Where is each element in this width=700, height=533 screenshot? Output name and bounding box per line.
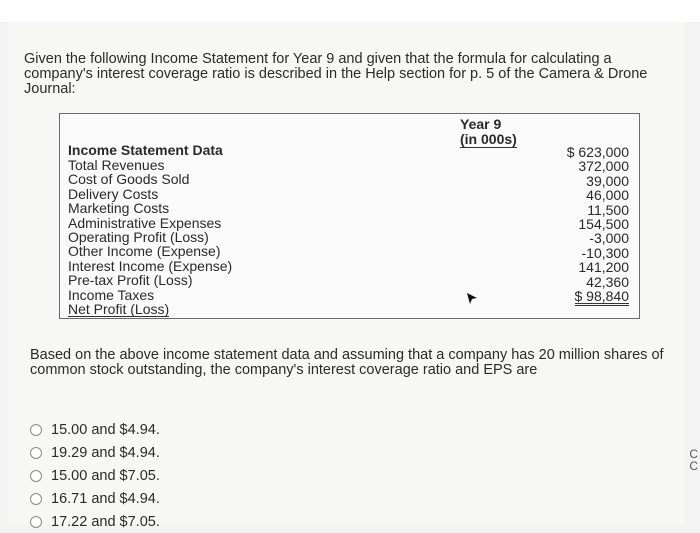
column-header-year: Year 9 [460, 116, 502, 132]
row-value: 46,000 [586, 187, 629, 204]
row-values [509, 145, 629, 306]
radio-button[interactable] [30, 516, 42, 528]
row-label: Other Income (Expense) [68, 243, 221, 260]
mouse-cursor-icon [465, 292, 479, 306]
row-label: Total Revenues [68, 157, 165, 173]
radio-button[interactable] [30, 470, 42, 482]
row-value: -3,000 [589, 230, 629, 247]
answer-option[interactable] [30, 418, 160, 441]
row-value: 42,360 [586, 273, 629, 290]
top-band [0, 0, 700, 22]
row-label: Marketing Costs [68, 200, 170, 217]
row-value: 372,000 [578, 158, 629, 175]
row-label: Income Taxes [68, 286, 155, 303]
row-value: $ 98,840 [575, 289, 630, 306]
answer-option[interactable] [30, 464, 160, 487]
row-value: 154,500 [578, 216, 629, 233]
row-value: $ 623,000 [566, 144, 629, 160]
row-value: 11,500 [587, 201, 629, 218]
column-header-units: (in 000s) [460, 131, 517, 147]
income-statement-table [59, 113, 640, 319]
row-value: 141,200 [578, 259, 629, 276]
row-label: Net Profit (Loss) [68, 301, 170, 318]
answer-option-label: 17.22 and $7.05. [51, 513, 160, 530]
radio-button[interactable] [30, 424, 42, 436]
row-value: -10,300 [581, 244, 629, 261]
edge-marks: C C [689, 447, 698, 473]
answer-option-label: 16.71 and $4.94. [51, 490, 160, 507]
prompt-text: Based on the above income statement data and assuming that a company has 20 million shares of common stock outstanding, the company's interest coverage ratio and EPS are [30, 347, 664, 378]
answer-option[interactable] [30, 487, 160, 510]
row-label: Pre-tax Profit (Loss) [68, 272, 193, 289]
question-page [8, 22, 684, 530]
row-label: Cost of Goods Sold [68, 171, 190, 188]
row-label: Delivery Costs [68, 185, 159, 202]
row-label: Administrative Expenses [68, 214, 222, 231]
radio-button[interactable] [30, 493, 42, 505]
row-value: 39,000 [586, 172, 629, 189]
answer-option[interactable] [30, 441, 160, 464]
column-header [460, 117, 530, 148]
row-label: Operating Profit (Loss) [68, 229, 209, 246]
question-text: Given the following Income Statement for Year 9 and given that the formula for calculating a company's interest coverage ratio is described in the Help section for p. 5 of the Camera & Drone Journal: [24, 51, 648, 97]
radio-button[interactable] [30, 447, 42, 459]
answer-options [30, 418, 160, 533]
answer-option[interactable] [30, 510, 160, 533]
row-labels [68, 158, 398, 317]
answer-option-label: 15.00 and $4.94. [51, 421, 160, 438]
answer-option-label: 15.00 and $7.05. [51, 467, 160, 484]
row-label: Interest Income (Expense) [68, 257, 233, 274]
answer-option-label: 19.29 and $4.94. [51, 444, 160, 461]
row-header: Income Statement Data [68, 142, 223, 158]
